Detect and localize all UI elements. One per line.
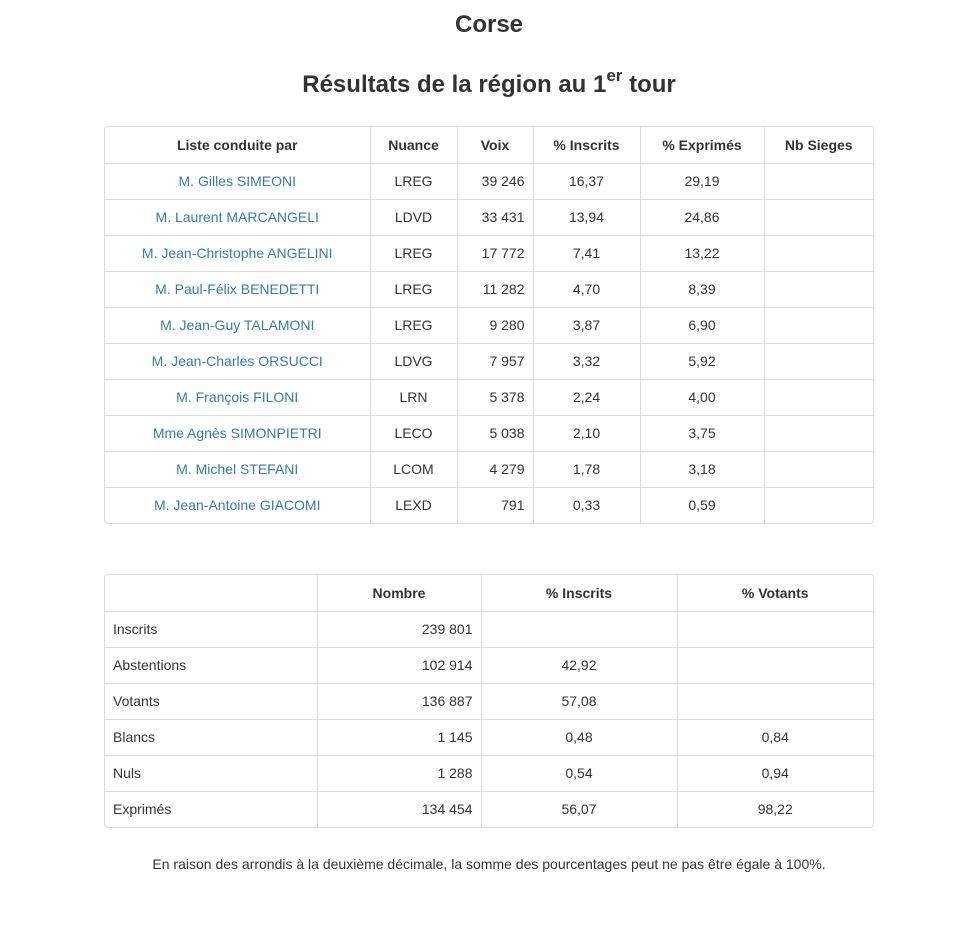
pct-exprimes-cell: 8,39 bbox=[640, 271, 764, 307]
leader-link[interactable]: M. Jean-Antoine GIACOMI bbox=[153, 497, 321, 514]
nombre-cell: 136 887 bbox=[317, 683, 481, 719]
nuance-cell: LREG bbox=[370, 271, 457, 307]
nb-sieges-cell bbox=[764, 199, 873, 235]
pct-inscrits-cell: 2,10 bbox=[533, 415, 640, 451]
table-row bbox=[105, 487, 873, 523]
nuance-cell: LECO bbox=[370, 415, 457, 451]
results-title-superscript: er bbox=[606, 66, 623, 85]
pct-exprimes-cell: 5,92 bbox=[640, 343, 764, 379]
pct-inscrits-cell: 3,32 bbox=[533, 343, 640, 379]
column-header-nb-sieges: Nb Sieges bbox=[764, 127, 873, 163]
pct-exprimes-cell: 13,22 bbox=[640, 235, 764, 271]
results-title-end: tour bbox=[622, 71, 676, 98]
nb-sieges-cell bbox=[764, 451, 873, 487]
rounding-note: En raison des arrondis à la deuxième décimale, la somme des pourcentages peut ne pas être égale à 100%. bbox=[152, 856, 826, 872]
leader-cell bbox=[105, 199, 370, 235]
pct-votants-cell bbox=[677, 683, 873, 719]
nb-sieges-cell bbox=[764, 343, 873, 379]
column-header-empty bbox=[105, 575, 317, 611]
table-row bbox=[105, 379, 873, 415]
table-row bbox=[105, 415, 873, 451]
nb-sieges-cell bbox=[764, 235, 873, 271]
table-row bbox=[105, 611, 873, 647]
pct-inscrits-cell: 0,33 bbox=[533, 487, 640, 523]
nb-sieges-cell bbox=[764, 379, 873, 415]
pct-inscrits-cell: 3,87 bbox=[533, 307, 640, 343]
leader-link[interactable]: M. Paul-Félix BENEDETTI bbox=[155, 281, 320, 297]
voix-cell: 39 246 bbox=[457, 163, 533, 199]
pct-inscrits-cell: 56,07 bbox=[481, 791, 677, 827]
results-title-main: Résultats de la région au 1 bbox=[302, 71, 607, 98]
row-label: Votants bbox=[105, 683, 317, 719]
pct-inscrits-cell: 4,70 bbox=[533, 271, 640, 307]
row-label: Nuls bbox=[105, 755, 317, 791]
table-row bbox=[105, 719, 873, 755]
nuance-cell: LREG bbox=[370, 163, 457, 199]
leader-cell bbox=[105, 343, 370, 379]
leader-cell bbox=[105, 379, 370, 415]
pct-inscrits-cell: 57,08 bbox=[481, 683, 677, 719]
nuance-cell: LDVG bbox=[370, 343, 457, 379]
participation-summary-table bbox=[104, 574, 874, 828]
nombre-cell: 1 288 bbox=[317, 755, 481, 791]
table-row bbox=[105, 343, 873, 379]
pct-votants-cell: 0,84 bbox=[677, 719, 873, 755]
leader-link[interactable]: M. Laurent MARCANGELI bbox=[155, 209, 319, 225]
leader-cell bbox=[105, 163, 370, 199]
row-label: Exprimés bbox=[105, 791, 317, 827]
pct-exprimes-cell: 6,90 bbox=[640, 307, 764, 343]
column-header-pct-exprimes: % Exprimés bbox=[640, 127, 764, 163]
results-title bbox=[0, 68, 974, 102]
table-header-row bbox=[105, 575, 873, 611]
leader-cell bbox=[105, 271, 370, 307]
column-header-nuance: Nuance bbox=[370, 127, 457, 163]
table-row bbox=[105, 755, 873, 791]
pct-inscrits-cell bbox=[481, 611, 677, 647]
voix-cell: 791 bbox=[457, 487, 533, 523]
nb-sieges-cell bbox=[764, 415, 873, 451]
pct-votants-cell: 0,94 bbox=[677, 755, 873, 791]
voix-cell: 9 280 bbox=[457, 307, 533, 343]
row-label: Abstentions bbox=[105, 647, 317, 683]
row-label: Blancs bbox=[105, 719, 317, 755]
table-row bbox=[105, 199, 873, 235]
voix-cell: 5 378 bbox=[457, 379, 533, 415]
pct-exprimes-cell: 24,86 bbox=[640, 199, 764, 235]
nuance-cell: LDVD bbox=[370, 199, 457, 235]
column-header-voix: Voix bbox=[457, 127, 533, 163]
leader-link[interactable]: M. Michel STEFANI bbox=[176, 461, 299, 477]
table-row bbox=[105, 451, 873, 487]
pct-exprimes-cell: 0,59 bbox=[640, 487, 764, 523]
leader-link[interactable]: Mme Agnès SIMONPIETRI bbox=[152, 425, 322, 441]
leader-cell bbox=[105, 415, 370, 451]
leader-cell bbox=[105, 235, 370, 271]
nombre-cell: 1 145 bbox=[317, 719, 481, 755]
table-row bbox=[105, 271, 873, 307]
leader-link[interactable]: M. Jean-Christophe ANGELINI bbox=[141, 245, 333, 261]
pct-inscrits-cell: 7,41 bbox=[533, 235, 640, 271]
leader-cell bbox=[105, 451, 370, 487]
voix-cell: 33 431 bbox=[457, 199, 533, 235]
leader-link[interactable]: M. Jean-Guy TALAMONI bbox=[160, 317, 315, 333]
nuance-cell: LREG bbox=[370, 235, 457, 271]
pct-exprimes-cell: 3,18 bbox=[640, 451, 764, 487]
column-header-pct-inscrits: % Inscrits bbox=[533, 127, 640, 163]
voix-cell: 4 279 bbox=[457, 451, 533, 487]
leader-cell bbox=[105, 487, 370, 523]
nb-sieges-cell bbox=[764, 307, 873, 343]
leader-link[interactable]: M. Jean-Charles ORSUCCI bbox=[151, 353, 323, 369]
table-row bbox=[105, 647, 873, 683]
voix-cell: 17 772 bbox=[457, 235, 533, 271]
table-row bbox=[105, 163, 873, 199]
pct-inscrits-cell: 1,78 bbox=[533, 451, 640, 487]
nb-sieges-cell bbox=[764, 487, 873, 523]
table-row bbox=[105, 791, 873, 827]
row-label: Inscrits bbox=[105, 611, 317, 647]
nuance-cell: LEXD bbox=[370, 487, 457, 523]
voix-cell: 11 282 bbox=[457, 271, 533, 307]
table-row bbox=[105, 235, 873, 271]
nombre-cell: 102 914 bbox=[317, 647, 481, 683]
region-title: Corse bbox=[454, 11, 524, 38]
pct-votants-cell bbox=[677, 611, 873, 647]
voix-cell: 5 038 bbox=[457, 415, 533, 451]
column-header-leader: Liste conduite par bbox=[105, 127, 370, 163]
nb-sieges-cell bbox=[764, 163, 873, 199]
pct-exprimes-cell: 29,19 bbox=[640, 163, 764, 199]
table-row bbox=[105, 307, 873, 343]
pct-votants-cell: 98,22 bbox=[757, 801, 793, 818]
nombre-cell: 239 801 bbox=[317, 611, 481, 647]
leader-cell bbox=[105, 307, 370, 343]
pct-inscrits-cell: 13,94 bbox=[533, 199, 640, 235]
leader-link[interactable]: M. François FILONI bbox=[176, 389, 299, 405]
lists-results-table bbox=[104, 126, 874, 524]
pct-inscrits-cell: 42,92 bbox=[481, 647, 677, 683]
column-header-nombre: Nombre bbox=[317, 575, 481, 611]
nuance-cell: LCOM bbox=[370, 451, 457, 487]
column-header-pct-votants: % Votants bbox=[677, 575, 873, 611]
nombre-cell: 134 454 bbox=[317, 791, 481, 827]
pct-inscrits-cell: 0,54 bbox=[481, 755, 677, 791]
leader-link[interactable]: M. Gilles SIMEONI bbox=[178, 173, 296, 189]
pct-exprimes-cell: 4,00 bbox=[640, 379, 764, 415]
pct-inscrits-cell: 2,24 bbox=[533, 379, 640, 415]
table-row bbox=[105, 683, 873, 719]
nuance-cell: LRN bbox=[370, 379, 457, 415]
voix-cell: 7 957 bbox=[457, 343, 533, 379]
pct-inscrits-cell: 0,48 bbox=[481, 719, 677, 755]
nuance-cell: LREG bbox=[370, 307, 457, 343]
column-header-pct-inscrits: % Inscrits bbox=[481, 575, 677, 611]
pct-exprimes-cell: 3,75 bbox=[640, 415, 764, 451]
nb-sieges-cell bbox=[764, 271, 873, 307]
pct-inscrits-cell: 16,37 bbox=[533, 163, 640, 199]
pct-votants-cell bbox=[677, 647, 873, 683]
table-header-row bbox=[105, 127, 873, 163]
